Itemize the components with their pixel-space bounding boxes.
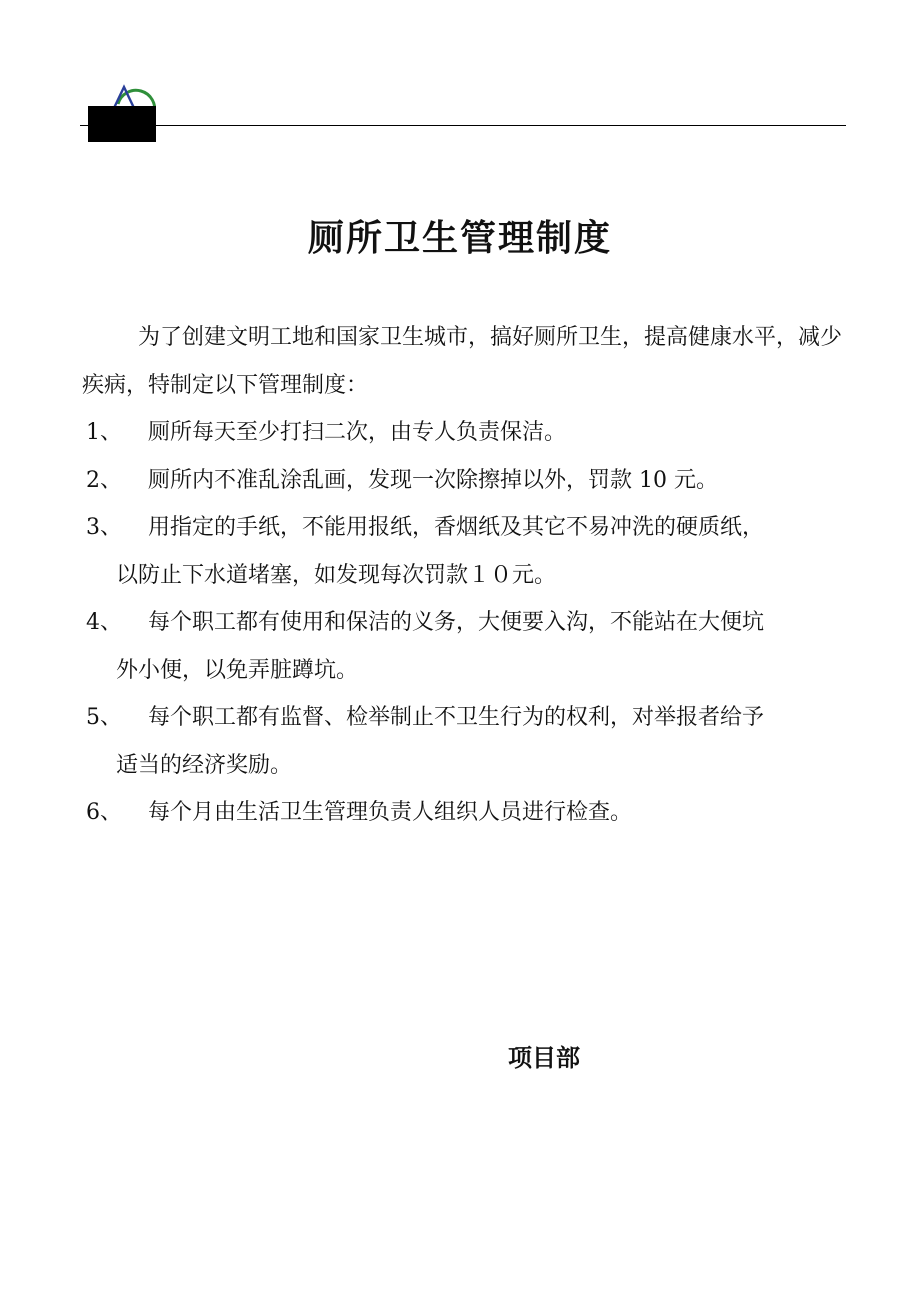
rule-text-continued: 外小便，以免弄脏蹲坑。 bbox=[116, 657, 359, 683]
signature: 项目部 bbox=[508, 1043, 580, 1072]
rule-text: 厕所内不准乱涂乱画，发现一次除擦掉以外，罚款 10 元。 bbox=[148, 467, 718, 493]
rule-number: 4、 bbox=[86, 610, 122, 635]
rule-item bbox=[82, 409, 842, 457]
rule-number: 1、 bbox=[86, 420, 122, 445]
rule-number: 6、 bbox=[86, 800, 122, 825]
rule-item bbox=[82, 694, 842, 789]
rule-text: 每个职工都有使用和保洁的义务，大便要入沟，不能站在大便坑 bbox=[148, 610, 765, 635]
rule-item bbox=[82, 504, 842, 599]
header-divider bbox=[80, 125, 846, 126]
page-title: 厕所卫生管理制度 bbox=[307, 217, 612, 259]
intro-paragraph: 为了创建文明工地和国家卫生城市，搞好厕所卫生，提高健康水平，减少疾病，特制定以下管理制度： bbox=[82, 325, 843, 398]
company-logo-icon bbox=[88, 84, 156, 142]
rule-text: 用指定的手纸，不能用报纸，香烟纸及其它不易冲洗的硬质纸， bbox=[148, 515, 765, 540]
rules-list bbox=[82, 409, 842, 837]
rule-text: 每个月由生活卫生管理负责人组织人员进行检查。 bbox=[148, 800, 633, 825]
rule-text: 厕所每天至少打扫二次，由专人负责保洁。 bbox=[148, 420, 567, 445]
rule-text: 每个职工都有监督、检举制止不卫生行为的权利，对举报者给予 bbox=[148, 705, 765, 730]
rule-number: 3、 bbox=[86, 515, 122, 540]
rule-text-continued: 以防止下水道堵塞，如发现每次罚款１０元。 bbox=[116, 562, 557, 588]
rule-item bbox=[82, 457, 842, 505]
rule-number: 2、 bbox=[86, 467, 122, 493]
rule-item bbox=[82, 789, 842, 837]
rule-item bbox=[82, 599, 842, 694]
rule-number: 5、 bbox=[86, 705, 122, 730]
document-body bbox=[82, 314, 842, 837]
rule-text-continued: 适当的经济奖励。 bbox=[116, 752, 293, 778]
